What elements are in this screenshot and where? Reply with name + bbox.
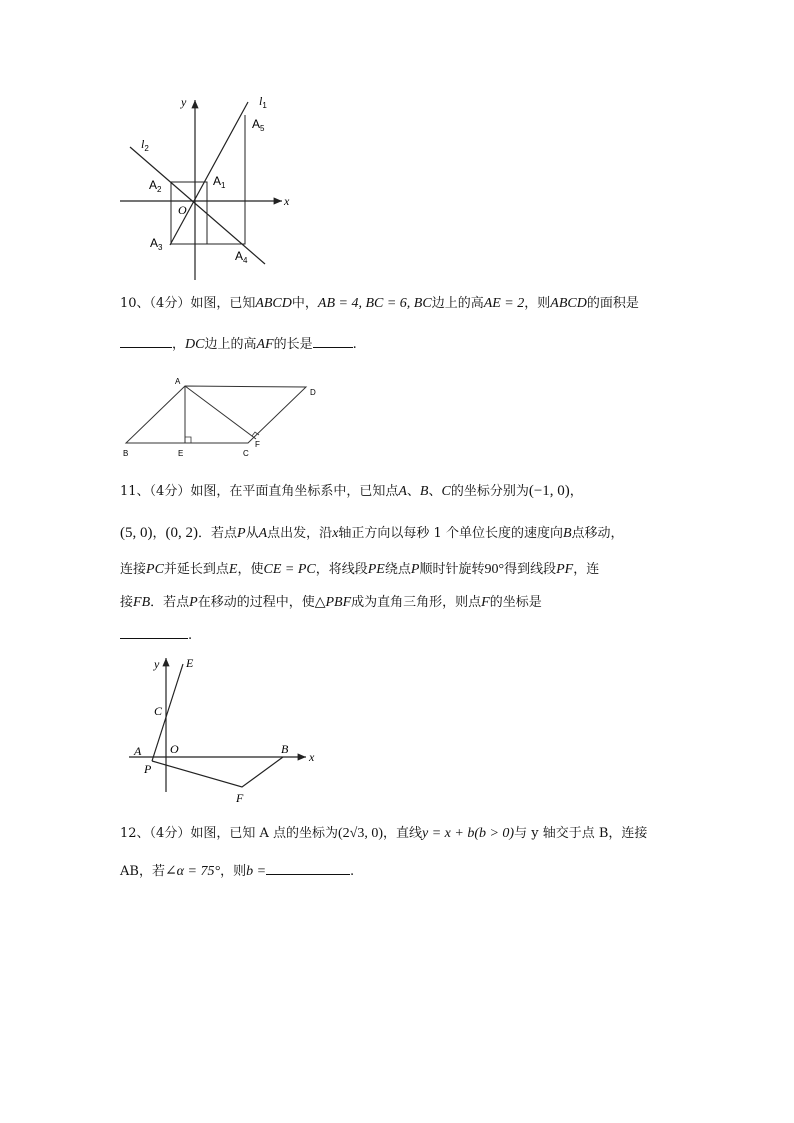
c-label: C [154, 704, 163, 718]
a1-label: $A_1$ [213, 174, 226, 190]
square-a2 [171, 182, 207, 244]
figure-coordinate-triangle [126, 652, 326, 807]
a-label: A [134, 744, 142, 758]
q11-line3: 连接PC并延长到点E，使CE = PC，将线段PE绕点P顺时针旋转90°得到线段PF，连 [120, 562, 600, 577]
x-label: x [284, 194, 290, 208]
label-e: E [178, 449, 184, 458]
answer-blank-f-coord[interactable] [120, 628, 188, 639]
segment-p-f-b [152, 757, 283, 787]
o-label: O [170, 742, 179, 756]
l2-label: $l_2$ [141, 137, 149, 153]
b-label: B [281, 742, 289, 756]
label-f: F [255, 440, 260, 449]
q10-line2: ，DC边上的高AF的长是 . [120, 337, 357, 352]
q11-line1: 11、（4分）如图，在平面直角坐标系中，已知点A、B、C的坐标分别为(−1, 0)， [120, 483, 583, 499]
l1-label: $l_1$ [259, 94, 267, 110]
label-a: A [175, 377, 181, 386]
p-label: P [144, 762, 152, 776]
figure-parallelogram [118, 372, 328, 462]
q12-line2: AB，若∠α = 75°，则b = . [120, 864, 355, 879]
a3-label: $A_3$ [150, 236, 163, 252]
x-label: x [309, 750, 315, 764]
label-c: C [243, 449, 249, 458]
answer-blank-b[interactable] [266, 864, 350, 875]
right-angle-e [185, 437, 191, 443]
q11-line5: . [120, 628, 192, 642]
height-af [185, 386, 256, 439]
q11-line4: 接FB．若点P在移动的过程中，使△PBF成为直角三角形，则点F的坐标是 [120, 595, 542, 610]
f-label: F [236, 791, 244, 805]
y-label: y [154, 657, 160, 671]
answer-blank-height[interactable] [313, 337, 353, 348]
y-label: y [181, 95, 187, 109]
figure-coordinate-square [115, 90, 300, 285]
a4-label: $A_4$ [235, 249, 248, 265]
q12-line1: 12、（4分）如图，已知 A 点的坐标为(2√3, 0)，直线y = x + b(b > 0)与 y 轴交于点 B，连接 [120, 826, 648, 841]
line-l1 [170, 102, 248, 245]
e-label: E [186, 656, 194, 670]
small-square [195, 182, 207, 201]
label-d: D [310, 388, 316, 397]
parallelogram-abcd [126, 386, 306, 443]
answer-blank-area[interactable] [120, 337, 172, 348]
label-b: B [123, 449, 129, 458]
q11-line2: (5, 0)，(0, 2)．若点P从A点出发，沿x轴正方向以每秒 1 个单位长度的速度向B点移动， [120, 525, 624, 541]
q10-line1: 10、（4分）如图，已知ABCD中，AB = 4, BC = 6, BC边上的高AE = 2，则ABCD的面积是 [120, 296, 639, 311]
o-label: O [178, 203, 187, 217]
a5-label: $A_5$ [252, 117, 265, 133]
a2-label: $A_2$ [149, 178, 162, 194]
